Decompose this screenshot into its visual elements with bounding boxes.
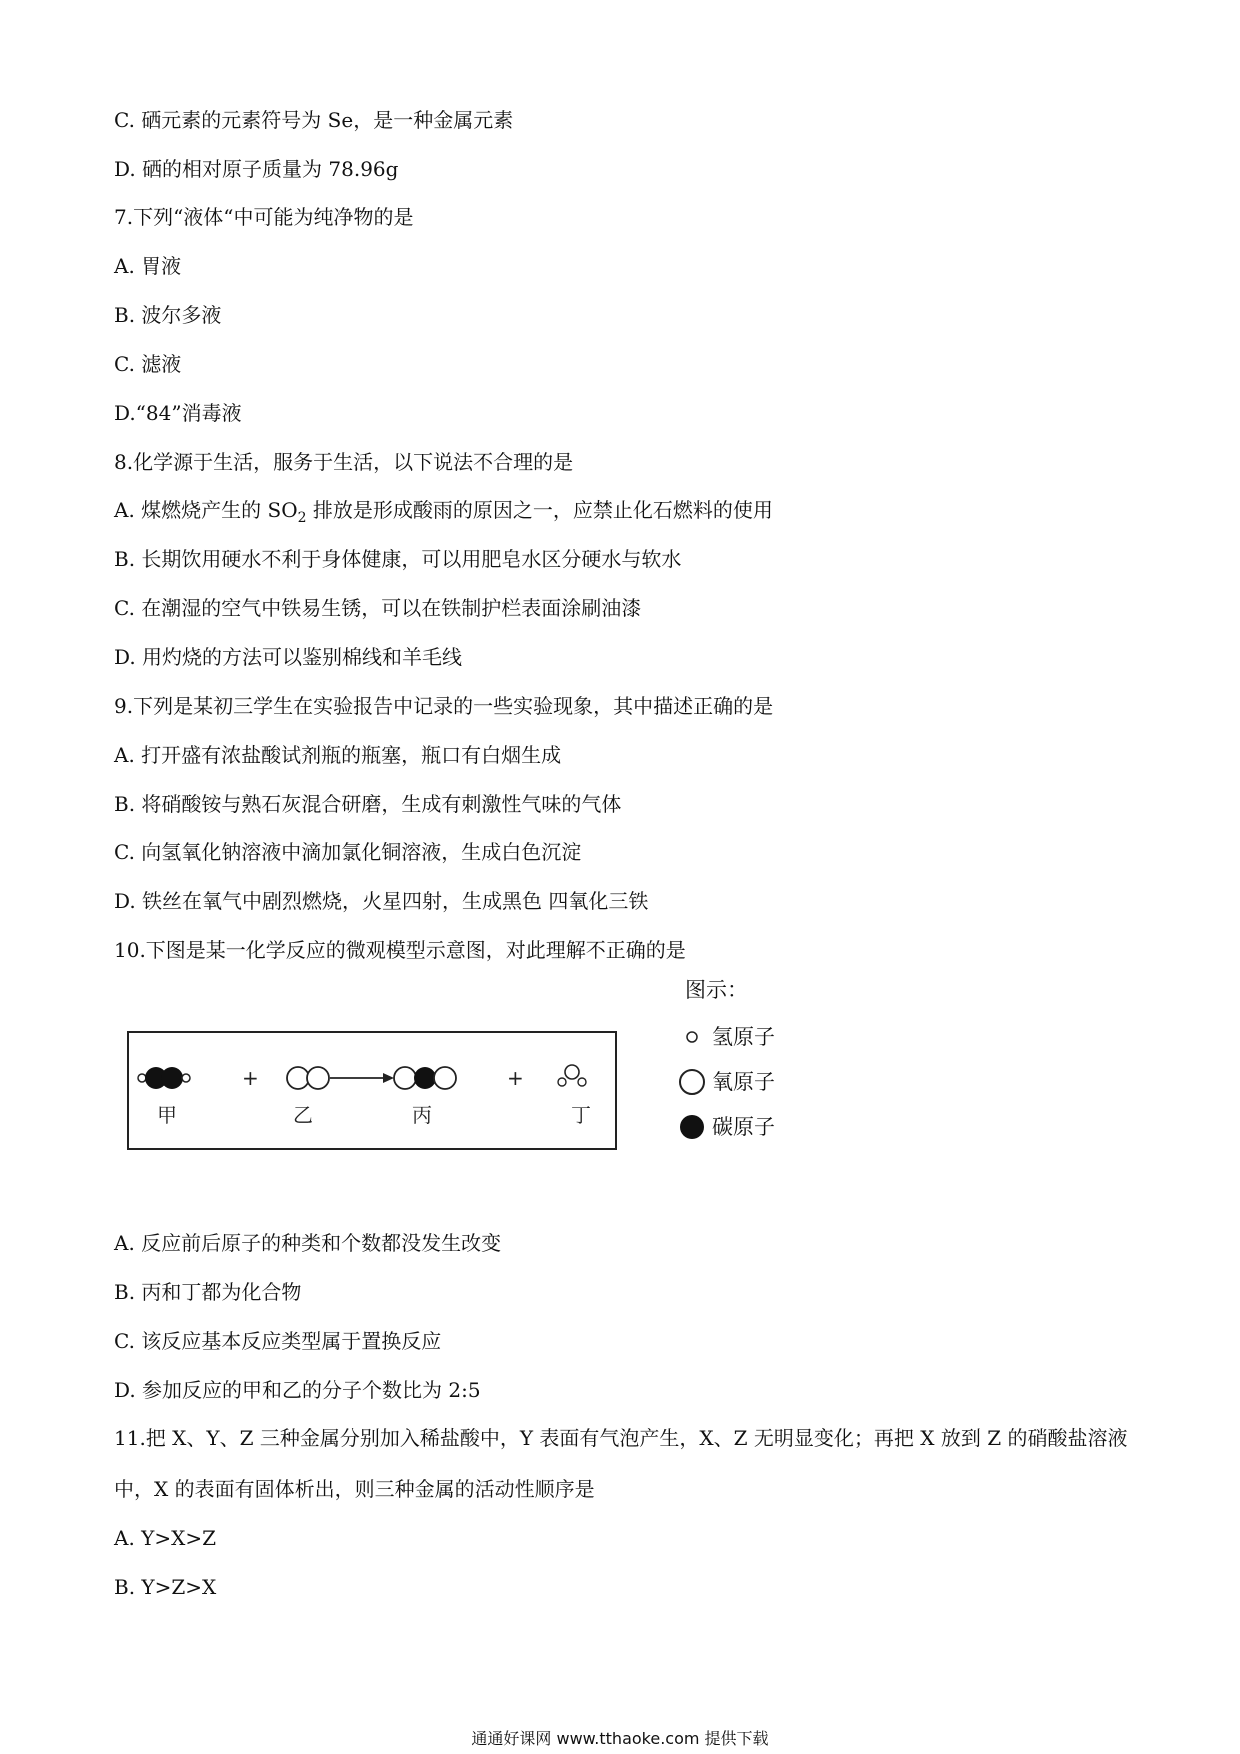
so2-subscript: 2 [297,510,307,526]
q7-option-b: B. 波尔多液 [114,303,222,327]
q10-question: 10.下图是某一化学反应的微观模型示意图，对此理解不正确的是 [114,938,686,962]
q9-option-d: D. 铁丝在氧气中剧烈燃烧，火星四射，生成黑色 四氧化三铁 [114,889,649,913]
yi-oxygen-atom-2 [307,1067,329,1089]
q9-option-c: C. 向氢氧化钠溶液中滴加氯化铜溶液，生成白色沉淀 [114,840,582,864]
q11-option-b: B. Y>Z>X [114,1575,217,1599]
q10-option-c: C. 该反应基本反应类型属于置换反应 [114,1329,442,1353]
reaction-diagram-box [127,1031,617,1150]
q8-option-c: C. 在潮湿的空气中铁易生锈，可以在铁制护栏表面涂刷油漆 [114,596,642,620]
legend-oxygen-label: 氧原子 [712,1070,775,1094]
q8-question: 8.化学源于生活，服务于生活，以下说法不合理的是 [114,450,574,474]
q7-option-d: D.“84”消毒液 [114,401,242,425]
jia-carbon-atom-2 [161,1067,183,1089]
q11-question: 11.把 X、Y、Z 三种金属分别加入稀盐酸中，Y 表面有气泡产生，X、Z 无明显变化；再把 X 放到 Z 的硝酸盐溶液中，X 的表面有固体析出，则三种金属的活动性顺序是 [114,1426,1128,1501]
yi-oxygen-atom-1 [287,1067,309,1089]
bing-oxygen-atom-1 [394,1067,416,1089]
q8-option-a-post: 排放是形成酸雨的原因之一，应禁止化石燃料的使用 [306,498,773,522]
q9-option-a: A. 打开盛有浓盐酸试剂瓶的瓶塞，瓶口有白烟生成 [114,743,562,767]
legend-hydrogen-label: 氢原子 [712,1025,775,1049]
ding-hydrogen-atom-1 [558,1078,566,1086]
ding-hydrogen-atom-2 [578,1078,586,1086]
q8-option-d: D. 用灼烧的方法可以鉴别棉线和羊毛线 [114,645,463,669]
legend-carbon-icon [680,1115,704,1139]
plus-sign-2: + [507,1066,524,1090]
q10-option-d: D. 参加反应的甲和乙的分子个数比为 2:5 [114,1378,481,1402]
bing-carbon-atom [414,1067,436,1089]
legend-carbon-label: 碳原子 [712,1115,775,1139]
q8-option-b: B. 长期饮用硬水不利于身体健康，可以用肥皂水区分硬水与软水 [114,547,682,571]
q10-option-a: A. 反应前后原子的种类和个数都没发生改变 [114,1231,502,1255]
q6-option-c: C. 硒元素的元素符号为 Se，是一种金属元素 [114,108,514,132]
jia-hydrogen-atom-left [138,1074,146,1082]
label-jia: 甲 [157,1103,177,1127]
ding-oxygen-atom [565,1065,579,1079]
label-yi: 乙 [293,1103,313,1127]
legend-symbols [676,1025,708,1145]
label-bing: 丙 [412,1103,432,1127]
page-footer: 通通好课网 www.tthaoke.com 提供下载 [471,1729,769,1748]
reaction-diagram [129,1033,615,1148]
label-ding: 丁 [571,1103,591,1127]
plus-sign-1: + [242,1066,259,1090]
q8-option-a-pre: A. 煤燃烧产生的 SO [114,498,298,522]
jia-hydrogen-atom-right [182,1074,190,1082]
q8-option-a [114,496,773,532]
legend-title: 图示： [685,978,748,1002]
q7-option-a: A. 胃液 [114,254,182,278]
legend-hydrogen-icon [687,1032,697,1042]
legend-oxygen-icon [680,1070,704,1094]
q9-option-b: B. 将硝酸铵与熟石灰混合研磨，生成有刺激性气味的气体 [114,792,622,816]
bing-oxygen-atom-2 [434,1067,456,1089]
q7-option-c: C. 滤液 [114,352,182,376]
q7-question: 7.下列“液体“中可能为纯净物的是 [114,205,414,229]
q11-option-a: A. Y>X>Z [114,1526,217,1550]
q6-option-d: D. 硒的相对原子质量为 78.96g [114,157,399,181]
q10-option-b: B. 丙和丁都为化合物 [114,1280,302,1304]
reaction-arrowhead-icon [383,1073,394,1083]
q9-question: 9.下列是某初三学生在实验报告中记录的一些实验现象，其中描述正确的是 [114,694,774,718]
